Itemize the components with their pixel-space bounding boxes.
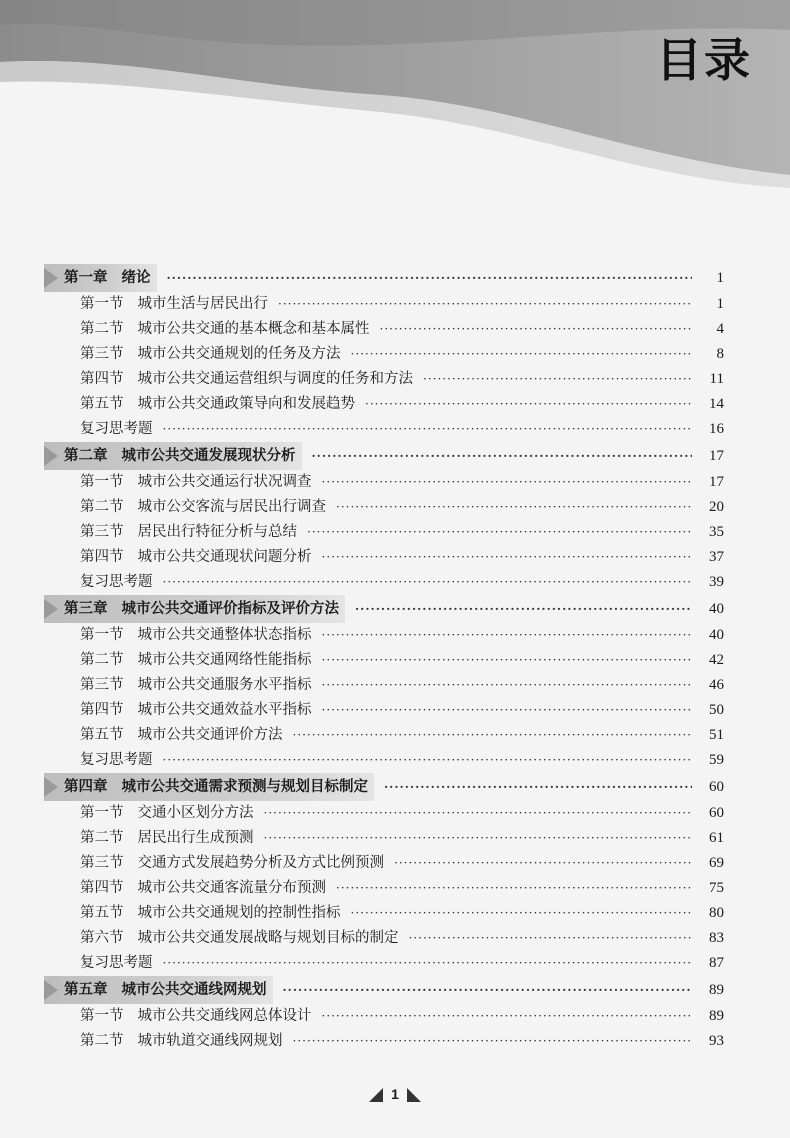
toc-section-row[interactable] bbox=[44, 876, 724, 901]
toc-section-row[interactable] bbox=[44, 292, 724, 317]
section-number: 第二节 bbox=[80, 652, 124, 668]
chapter-arrow-icon bbox=[44, 599, 58, 619]
leader-dots bbox=[163, 417, 693, 442]
chapter-title-box bbox=[44, 264, 157, 292]
leader-dots bbox=[355, 595, 692, 623]
section-title: 复习思考题 bbox=[80, 752, 153, 768]
page-number-ref: 51 bbox=[709, 727, 724, 743]
section-title: 复习思考题 bbox=[80, 421, 153, 437]
page-number-ref: 1 bbox=[716, 270, 724, 286]
chapter-number: 第三章 bbox=[64, 600, 108, 617]
leader-dots bbox=[163, 951, 693, 976]
chapter-number: 第二章 bbox=[64, 447, 108, 464]
toc-section-row[interactable] bbox=[44, 623, 724, 648]
section-number: 第三节 bbox=[80, 524, 124, 540]
page-number-ref: 75 bbox=[709, 880, 724, 896]
page-number-ref: 89 bbox=[709, 982, 724, 998]
section-number: 第四节 bbox=[80, 880, 124, 896]
page-number-ref: 46 bbox=[709, 677, 724, 693]
toc-section-row[interactable] bbox=[44, 926, 724, 951]
section-title: 城市公共交通的基本概念和基本属性 bbox=[137, 321, 370, 337]
page-number-ref: 83 bbox=[709, 930, 724, 946]
toc-chapter-row[interactable] bbox=[44, 773, 724, 801]
leader-dots bbox=[264, 801, 693, 826]
section-title: 城市公共交通整体状态指标 bbox=[137, 627, 312, 643]
chapter-arrow-icon bbox=[44, 777, 58, 797]
toc-section-row[interactable] bbox=[44, 392, 724, 417]
page-number-ref: 69 bbox=[709, 855, 724, 871]
section-title: 城市公共交通现状问题分析 bbox=[137, 549, 312, 565]
chapter-arrow-icon bbox=[44, 446, 58, 466]
leader-dots bbox=[322, 623, 693, 648]
toc-section-row[interactable] bbox=[44, 470, 724, 495]
page-number-ref: 11 bbox=[709, 371, 724, 387]
leader-dots bbox=[293, 723, 693, 748]
toc-chapter-row[interactable] bbox=[44, 976, 724, 1004]
section-number: 第六节 bbox=[80, 930, 124, 946]
chapter-title-box bbox=[44, 773, 374, 801]
section-number: 第二节 bbox=[80, 499, 124, 515]
header-wave-banner bbox=[0, 0, 790, 190]
chapter-title: 城市公共交通发展现状分析 bbox=[121, 447, 296, 464]
page-number-ref: 35 bbox=[709, 524, 724, 540]
section-title: 城市公共交通发展战略与规划目标的制定 bbox=[137, 930, 399, 946]
leader-dots bbox=[322, 470, 693, 495]
leader-dots bbox=[380, 317, 693, 342]
leader-dots bbox=[167, 264, 693, 292]
section-number: 第四节 bbox=[80, 702, 124, 718]
leader-dots bbox=[423, 367, 692, 392]
toc-section-row[interactable] bbox=[44, 520, 724, 545]
section-number: 第三节 bbox=[80, 346, 124, 362]
page-footer bbox=[0, 1086, 790, 1102]
chapter-number: 第一章 bbox=[64, 269, 108, 286]
section-title: 城市公共交通运营组织与调度的任务和方法 bbox=[137, 371, 413, 387]
page-number-ref: 40 bbox=[709, 601, 724, 617]
chapter-title: 绪论 bbox=[121, 269, 151, 286]
section-number: 第二节 bbox=[80, 830, 124, 846]
section-number: 第一节 bbox=[80, 474, 124, 490]
page-number-ref: 17 bbox=[709, 474, 724, 490]
leader-dots bbox=[351, 901, 693, 926]
section-title: 交通方式发展趋势分析及方式比例预测 bbox=[137, 855, 384, 871]
leader-dots bbox=[278, 292, 692, 317]
section-title: 居民出行特征分析与总结 bbox=[137, 524, 297, 540]
page-number-ref: 4 bbox=[716, 321, 724, 337]
leader-dots bbox=[293, 1029, 693, 1054]
page-number-ref: 37 bbox=[709, 549, 724, 565]
section-title: 城市公共交通客流量分布预测 bbox=[137, 880, 326, 896]
leader-dots bbox=[365, 392, 692, 417]
toc-section-row[interactable] bbox=[44, 951, 724, 976]
toc-section-row[interactable] bbox=[44, 851, 724, 876]
section-title: 城市生活与居民出行 bbox=[137, 296, 268, 312]
toc-section-row[interactable] bbox=[44, 317, 724, 342]
toc-section-row[interactable] bbox=[44, 901, 724, 926]
section-title: 城市公共交通运行状况调查 bbox=[137, 474, 312, 490]
page-number-ref: 60 bbox=[709, 779, 724, 795]
toc-section-row[interactable] bbox=[44, 545, 724, 570]
page-number-ref: 17 bbox=[709, 448, 724, 464]
leader-dots bbox=[409, 926, 693, 951]
section-title: 复习思考题 bbox=[80, 955, 153, 971]
section-title: 城市公共交通线网总体设计 bbox=[137, 1008, 312, 1024]
page-number-ref: 40 bbox=[709, 627, 724, 643]
section-title: 交通小区划分方法 bbox=[137, 805, 254, 821]
leader-dots bbox=[322, 673, 693, 698]
chapter-number: 第四章 bbox=[64, 778, 108, 795]
page-number-ref: 80 bbox=[709, 905, 724, 921]
section-title: 城市公共交通效益水平指标 bbox=[137, 702, 312, 718]
toc-section-row[interactable] bbox=[44, 342, 724, 367]
page-number-ref: 1 bbox=[716, 296, 724, 312]
page-number-ref: 60 bbox=[709, 805, 724, 821]
toc-section-row[interactable] bbox=[44, 367, 724, 392]
section-title: 城市公共交通评价方法 bbox=[137, 727, 283, 743]
section-number: 第一节 bbox=[80, 627, 124, 643]
toc-section-row[interactable] bbox=[44, 1029, 724, 1054]
chapter-title: 城市公共交通线网规划 bbox=[121, 981, 267, 998]
toc-chapter-row[interactable] bbox=[44, 595, 724, 623]
chapter-arrow-icon bbox=[44, 268, 58, 288]
page-number-ref: 50 bbox=[709, 702, 724, 718]
leader-dots bbox=[394, 851, 692, 876]
section-number: 第一节 bbox=[80, 1008, 124, 1024]
toc-section-row[interactable] bbox=[44, 698, 724, 723]
toc-section-row[interactable] bbox=[44, 570, 724, 595]
section-title: 城市公交客流与居民出行调查 bbox=[137, 499, 326, 515]
leader-dots bbox=[307, 520, 692, 545]
page-number-ref: 93 bbox=[709, 1033, 724, 1049]
leader-dots bbox=[322, 545, 693, 570]
leader-dots bbox=[351, 342, 693, 367]
section-number: 第五节 bbox=[80, 905, 124, 921]
page-number-ref: 20 bbox=[709, 499, 724, 515]
table-of-contents bbox=[44, 264, 724, 1054]
toc-section-row[interactable] bbox=[44, 417, 724, 442]
toc-section-row[interactable] bbox=[44, 723, 724, 748]
page-number-ref: 89 bbox=[709, 1008, 724, 1024]
chapter-title-box bbox=[44, 442, 302, 470]
page-title: 目录 bbox=[656, 33, 752, 87]
page-number-ref: 61 bbox=[709, 830, 724, 846]
page-number-ref: 87 bbox=[709, 955, 724, 971]
section-title: 居民出行生成预测 bbox=[137, 830, 254, 846]
chapter-title-box bbox=[44, 595, 345, 623]
toc-section-row[interactable] bbox=[44, 673, 724, 698]
leader-dots bbox=[312, 442, 693, 470]
section-number: 第三节 bbox=[80, 677, 124, 693]
page-number-ref: 59 bbox=[709, 752, 724, 768]
page-number-ref: 8 bbox=[716, 346, 724, 362]
toc-section-row[interactable] bbox=[44, 748, 724, 773]
chapter-arrow-icon bbox=[44, 980, 58, 1000]
chapter-title: 城市公共交通需求预测与规划目标制定 bbox=[121, 778, 368, 795]
section-title: 城市公共交通政策导向和发展趋势 bbox=[137, 396, 355, 412]
leader-dots bbox=[336, 876, 692, 901]
section-number: 第五节 bbox=[80, 727, 124, 743]
section-number: 第四节 bbox=[80, 549, 124, 565]
section-title: 城市轨道交通线网规划 bbox=[137, 1033, 283, 1049]
section-title: 城市公共交通网络性能指标 bbox=[137, 652, 312, 668]
right-triangle-icon bbox=[407, 1088, 421, 1102]
page-number: 1 bbox=[391, 1086, 399, 1102]
toc-section-row[interactable] bbox=[44, 495, 724, 520]
left-triangle-icon bbox=[369, 1088, 383, 1102]
leader-dots bbox=[322, 698, 693, 723]
toc-chapter-row[interactable] bbox=[44, 442, 724, 470]
section-title: 复习思考题 bbox=[80, 574, 153, 590]
leader-dots bbox=[163, 748, 693, 773]
leader-dots bbox=[336, 495, 692, 520]
page-number-ref: 14 bbox=[709, 396, 724, 412]
leader-dots bbox=[163, 570, 693, 595]
chapter-number: 第五章 bbox=[64, 981, 108, 998]
section-number: 第一节 bbox=[80, 805, 124, 821]
section-number: 第五节 bbox=[80, 396, 124, 412]
chapter-title-box bbox=[44, 976, 273, 1004]
section-title: 城市公共交通规划的任务及方法 bbox=[137, 346, 341, 362]
section-number: 第二节 bbox=[80, 1033, 124, 1049]
page-number-ref: 39 bbox=[709, 574, 724, 590]
toc-section-row[interactable] bbox=[44, 826, 724, 851]
leader-dots bbox=[322, 1004, 693, 1029]
page-number-ref: 16 bbox=[709, 421, 724, 437]
section-title: 城市公共交通规划的控制性指标 bbox=[137, 905, 341, 921]
chapter-title: 城市公共交通评价指标及评价方法 bbox=[121, 600, 339, 617]
leader-dots bbox=[264, 826, 693, 851]
leader-dots bbox=[283, 976, 693, 1004]
section-title: 城市公共交通服务水平指标 bbox=[137, 677, 312, 693]
toc-chapter-row[interactable] bbox=[44, 264, 724, 292]
toc-section-row[interactable] bbox=[44, 648, 724, 673]
section-number: 第一节 bbox=[80, 296, 124, 312]
section-number: 第四节 bbox=[80, 371, 124, 387]
page-number-ref: 42 bbox=[709, 652, 724, 668]
leader-dots bbox=[384, 773, 692, 801]
leader-dots bbox=[322, 648, 693, 673]
toc-section-row[interactable] bbox=[44, 801, 724, 826]
toc-section-row[interactable] bbox=[44, 1004, 724, 1029]
section-number: 第二节 bbox=[80, 321, 124, 337]
section-number: 第三节 bbox=[80, 855, 124, 871]
